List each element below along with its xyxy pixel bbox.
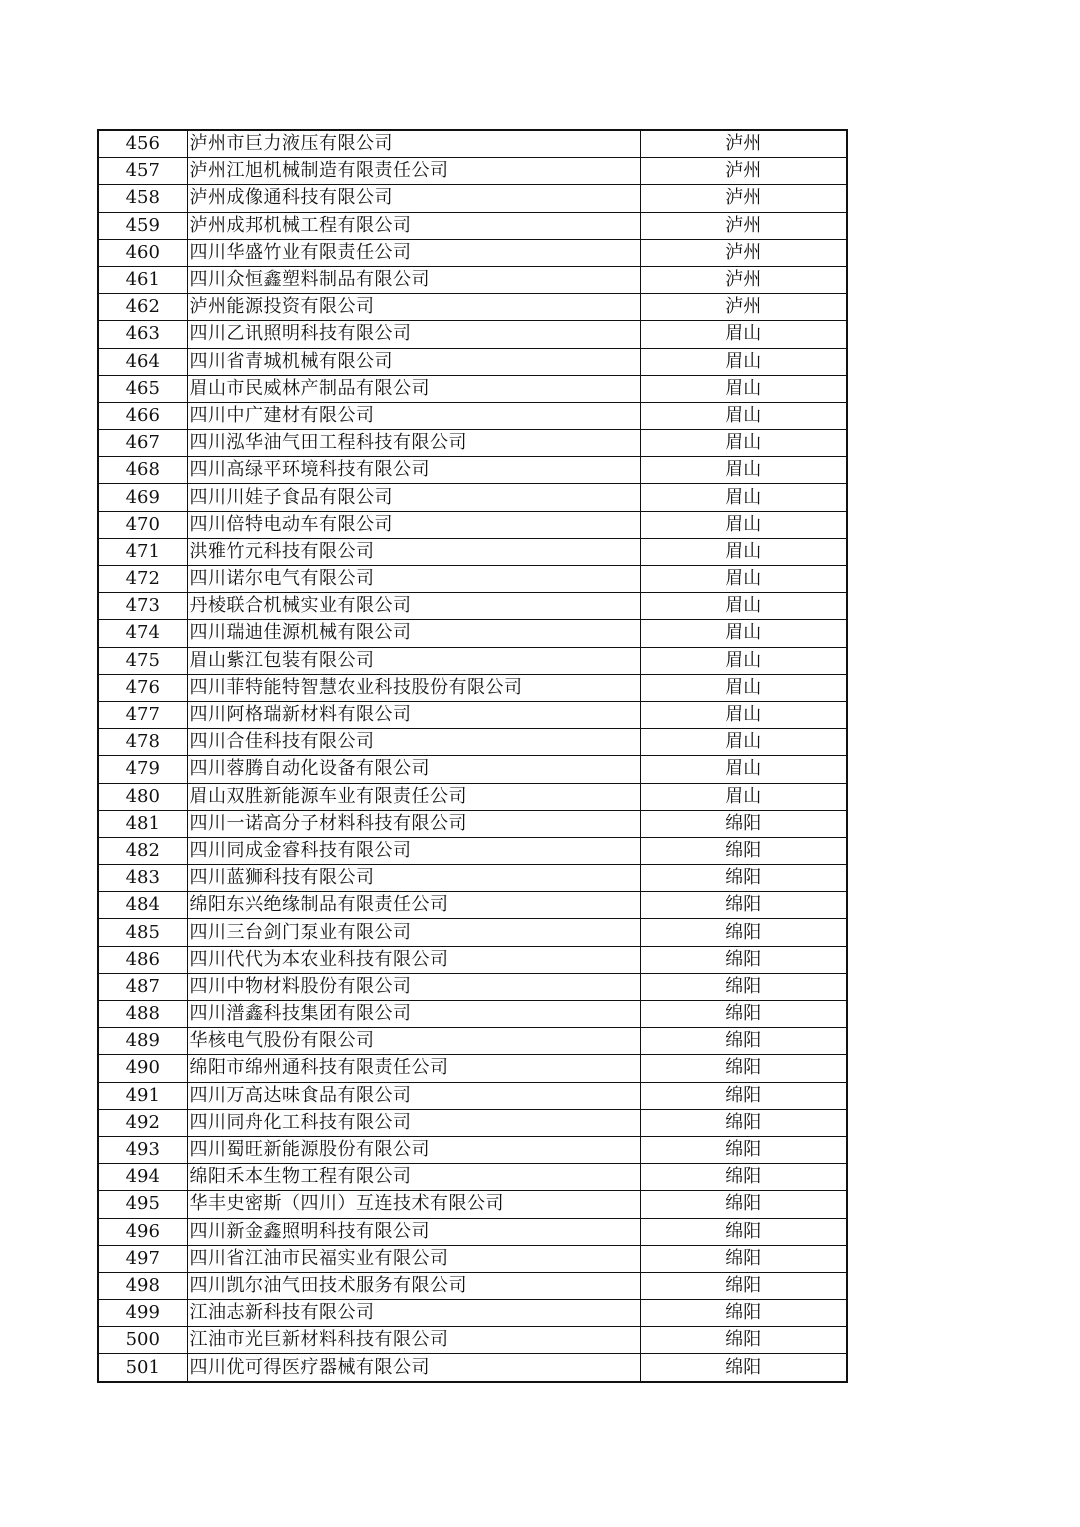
company-name-cell: 四川三台剑门泵业有限公司	[187, 919, 640, 946]
city-cell: 绵阳	[640, 1354, 847, 1382]
city-cell: 绵阳	[640, 946, 847, 973]
city-cell: 眉山	[640, 375, 847, 402]
company-name-cell: 绵阳禾本生物工程有限公司	[187, 1164, 640, 1191]
company-name-cell: 四川众恒鑫塑料制品有限公司	[187, 266, 640, 293]
company-name-cell: 四川同舟化工科技有限公司	[187, 1109, 640, 1136]
table-row	[98, 1001, 847, 1028]
city-cell: 绵阳	[640, 892, 847, 919]
company-name-cell: 四川瑞迪佳源机械有限公司	[187, 620, 640, 647]
company-name-cell: 四川倍特电动车有限公司	[187, 511, 640, 538]
company-name-cell: 四川泓华油气田工程科技有限公司	[187, 430, 640, 457]
city-cell: 眉山	[640, 566, 847, 593]
table-row	[98, 973, 847, 1000]
company-name-cell: 四川潽鑫科技集团有限公司	[187, 1001, 640, 1028]
row-number-cell: 491	[98, 1082, 187, 1109]
city-cell: 眉山	[640, 647, 847, 674]
city-cell: 眉山	[640, 511, 847, 538]
company-name-cell: 四川华盛竹业有限责任公司	[187, 239, 640, 266]
table-row	[98, 1109, 847, 1136]
city-cell: 眉山	[640, 348, 847, 375]
city-cell: 泸州	[640, 130, 847, 158]
city-cell: 绵阳	[640, 1300, 847, 1327]
row-number-cell: 469	[98, 484, 187, 511]
city-cell: 泸州	[640, 294, 847, 321]
city-cell: 绵阳	[640, 1001, 847, 1028]
table-row	[98, 1272, 847, 1299]
city-cell: 眉山	[640, 783, 847, 810]
table-row	[98, 511, 847, 538]
row-number-cell: 499	[98, 1300, 187, 1327]
city-cell: 绵阳	[640, 919, 847, 946]
table-row	[98, 620, 847, 647]
table-row	[98, 266, 847, 293]
company-name-cell: 四川合佳科技有限公司	[187, 729, 640, 756]
table-row	[98, 321, 847, 348]
row-number-cell: 488	[98, 1001, 187, 1028]
company-name-cell: 泸州成邦机械工程有限公司	[187, 212, 640, 239]
row-number-cell: 494	[98, 1164, 187, 1191]
company-name-cell: 眉山市民威林产制品有限公司	[187, 375, 640, 402]
company-name-cell: 四川高绿平环境科技有限公司	[187, 457, 640, 484]
table-row	[98, 756, 847, 783]
city-cell: 绵阳	[640, 837, 847, 864]
table-row	[98, 348, 847, 375]
row-number-cell: 473	[98, 593, 187, 620]
city-cell: 泸州	[640, 212, 847, 239]
company-name-cell: 泸州江旭机械制造有限责任公司	[187, 158, 640, 185]
city-cell: 绵阳	[640, 1272, 847, 1299]
city-cell: 绵阳	[640, 1109, 847, 1136]
city-cell: 泸州	[640, 158, 847, 185]
table-row	[98, 457, 847, 484]
row-number-cell: 482	[98, 837, 187, 864]
company-name-cell: 四川阿格瑞新材料有限公司	[187, 701, 640, 728]
table-row	[98, 1082, 847, 1109]
company-name-cell: 泸州成像通科技有限公司	[187, 185, 640, 212]
table-row	[98, 701, 847, 728]
table-row	[98, 865, 847, 892]
city-cell: 眉山	[640, 484, 847, 511]
city-cell: 绵阳	[640, 810, 847, 837]
row-number-cell: 461	[98, 266, 187, 293]
company-name-cell: 绵阳东兴绝缘制品有限责任公司	[187, 892, 640, 919]
city-cell: 泸州	[640, 185, 847, 212]
city-cell: 泸州	[640, 239, 847, 266]
city-cell: 绵阳	[640, 973, 847, 1000]
city-cell: 绵阳	[640, 1082, 847, 1109]
row-number-cell: 462	[98, 294, 187, 321]
table-row	[98, 1164, 847, 1191]
row-number-cell: 493	[98, 1136, 187, 1163]
company-name-cell: 四川优可得医疗器械有限公司	[187, 1354, 640, 1382]
table-row	[98, 430, 847, 457]
row-number-cell: 489	[98, 1028, 187, 1055]
table-row	[98, 484, 847, 511]
company-name-cell: 四川一诺高分子材料科技有限公司	[187, 810, 640, 837]
table-row	[98, 946, 847, 973]
table-row	[98, 647, 847, 674]
company-name-cell: 江油市光巨新材料科技有限公司	[187, 1327, 640, 1354]
city-cell: 绵阳	[640, 1327, 847, 1354]
city-cell: 眉山	[640, 593, 847, 620]
table-row	[98, 538, 847, 565]
row-number-cell: 474	[98, 620, 187, 647]
table-row	[98, 1218, 847, 1245]
city-cell: 眉山	[640, 729, 847, 756]
row-number-cell: 490	[98, 1055, 187, 1082]
city-cell: 眉山	[640, 674, 847, 701]
row-number-cell: 458	[98, 185, 187, 212]
row-number-cell: 470	[98, 511, 187, 538]
company-name-cell: 洪雅竹元科技有限公司	[187, 538, 640, 565]
company-name-cell: 四川川娃子食品有限公司	[187, 484, 640, 511]
table-row	[98, 212, 847, 239]
table-row	[98, 375, 847, 402]
city-cell: 绵阳	[640, 1164, 847, 1191]
table-row	[98, 810, 847, 837]
table-row	[98, 783, 847, 810]
row-number-cell: 465	[98, 375, 187, 402]
city-cell: 绵阳	[640, 1191, 847, 1218]
company-name-cell: 眉山紫江包装有限公司	[187, 647, 640, 674]
row-number-cell: 497	[98, 1245, 187, 1272]
table-row	[98, 158, 847, 185]
company-name-cell: 四川菲特能特智慧农业科技股份有限公司	[187, 674, 640, 701]
row-number-cell: 487	[98, 973, 187, 1000]
table-row	[98, 729, 847, 756]
table-row	[98, 1354, 847, 1382]
company-name-cell: 四川代代为本农业科技有限公司	[187, 946, 640, 973]
row-number-cell: 481	[98, 810, 187, 837]
company-name-cell: 华丰史密斯（四川）互连技术有限公司	[187, 1191, 640, 1218]
company-name-cell: 四川省青城机械有限公司	[187, 348, 640, 375]
row-number-cell: 498	[98, 1272, 187, 1299]
table-row	[98, 919, 847, 946]
city-cell: 绵阳	[640, 1028, 847, 1055]
city-cell: 眉山	[640, 457, 847, 484]
row-number-cell: 457	[98, 158, 187, 185]
row-number-cell: 456	[98, 130, 187, 158]
company-name-cell: 四川省江油市民福实业有限公司	[187, 1245, 640, 1272]
row-number-cell: 472	[98, 566, 187, 593]
table-row	[98, 402, 847, 429]
city-cell: 绵阳	[640, 1055, 847, 1082]
table-row	[98, 1245, 847, 1272]
company-name-cell: 绵阳市绵州通科技有限责任公司	[187, 1055, 640, 1082]
table-row	[98, 1300, 847, 1327]
table-row	[98, 1191, 847, 1218]
table-row	[98, 1327, 847, 1354]
city-cell: 眉山	[640, 430, 847, 457]
city-cell: 眉山	[640, 538, 847, 565]
table-row	[98, 837, 847, 864]
row-number-cell: 478	[98, 729, 187, 756]
row-number-cell: 485	[98, 919, 187, 946]
company-name-cell: 四川凯尔油气田技术服务有限公司	[187, 1272, 640, 1299]
company-name-cell: 眉山双胜新能源车业有限责任公司	[187, 783, 640, 810]
city-cell: 眉山	[640, 402, 847, 429]
row-number-cell: 486	[98, 946, 187, 973]
city-cell: 眉山	[640, 701, 847, 728]
company-list-body	[98, 130, 847, 1382]
company-name-cell: 华核电气股份有限公司	[187, 1028, 640, 1055]
table-row	[98, 566, 847, 593]
company-name-cell: 四川乙讯照明科技有限公司	[187, 321, 640, 348]
row-number-cell: 484	[98, 892, 187, 919]
row-number-cell: 483	[98, 865, 187, 892]
row-number-cell: 477	[98, 701, 187, 728]
row-number-cell: 464	[98, 348, 187, 375]
row-number-cell: 475	[98, 647, 187, 674]
row-number-cell: 496	[98, 1218, 187, 1245]
company-name-cell: 四川蓝狮科技有限公司	[187, 865, 640, 892]
table-row	[98, 1028, 847, 1055]
company-name-cell: 四川中广建材有限公司	[187, 402, 640, 429]
row-number-cell: 460	[98, 239, 187, 266]
company-name-cell: 四川诺尔电气有限公司	[187, 566, 640, 593]
row-number-cell: 463	[98, 321, 187, 348]
row-number-cell: 466	[98, 402, 187, 429]
row-number-cell: 459	[98, 212, 187, 239]
company-name-cell: 四川蜀旺新能源股份有限公司	[187, 1136, 640, 1163]
table-row	[98, 185, 847, 212]
company-name-cell: 四川万高达味食品有限公司	[187, 1082, 640, 1109]
table-row	[98, 1136, 847, 1163]
city-cell: 绵阳	[640, 1245, 847, 1272]
city-cell: 绵阳	[640, 865, 847, 892]
city-cell: 泸州	[640, 266, 847, 293]
company-name-cell: 江油志新科技有限公司	[187, 1300, 640, 1327]
row-number-cell: 468	[98, 457, 187, 484]
company-name-cell: 泸州市巨力液压有限公司	[187, 130, 640, 158]
city-cell: 眉山	[640, 321, 847, 348]
table-row	[98, 593, 847, 620]
table-row	[98, 130, 847, 158]
row-number-cell: 471	[98, 538, 187, 565]
table-row	[98, 892, 847, 919]
city-cell: 绵阳	[640, 1136, 847, 1163]
row-number-cell: 501	[98, 1354, 187, 1382]
company-name-cell: 四川新金鑫照明科技有限公司	[187, 1218, 640, 1245]
company-name-cell: 泸州能源投资有限公司	[187, 294, 640, 321]
row-number-cell: 476	[98, 674, 187, 701]
company-name-cell: 四川蓉腾自动化设备有限公司	[187, 756, 640, 783]
table-row	[98, 1055, 847, 1082]
row-number-cell: 480	[98, 783, 187, 810]
row-number-cell: 479	[98, 756, 187, 783]
company-name-cell: 丹棱联合机械实业有限公司	[187, 593, 640, 620]
row-number-cell: 500	[98, 1327, 187, 1354]
city-cell: 眉山	[640, 756, 847, 783]
company-name-cell: 四川中物材料股份有限公司	[187, 973, 640, 1000]
row-number-cell: 467	[98, 430, 187, 457]
company-list-table	[97, 129, 848, 1383]
row-number-cell: 492	[98, 1109, 187, 1136]
table-row	[98, 294, 847, 321]
row-number-cell: 495	[98, 1191, 187, 1218]
city-cell: 眉山	[640, 620, 847, 647]
table-row	[98, 239, 847, 266]
table-row	[98, 674, 847, 701]
city-cell: 绵阳	[640, 1218, 847, 1245]
company-name-cell: 四川同成金睿科技有限公司	[187, 837, 640, 864]
